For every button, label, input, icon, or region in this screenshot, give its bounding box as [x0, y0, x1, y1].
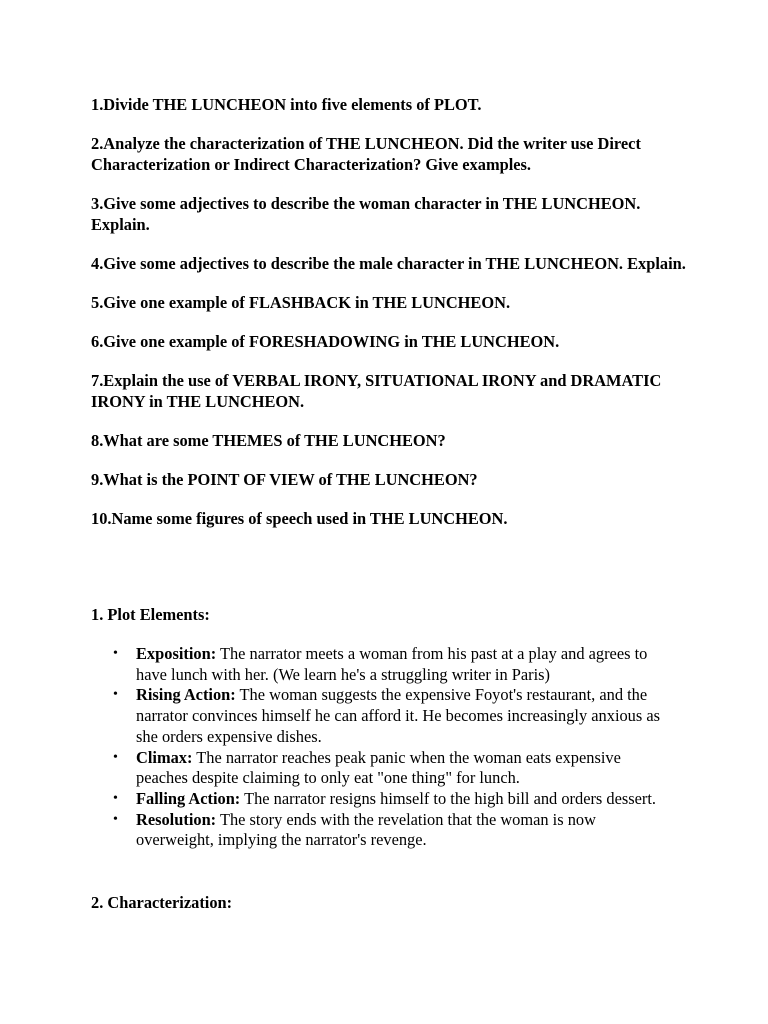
plot-description: The story ends with the revelation that the woman is now overweight, implying the narrator's revenge. [136, 809, 596, 850]
question-4: 4.Give some adjectives to describe the male character in THE LUNCHEON. Explain. [91, 254, 686, 273]
plot-term: Exposition: [136, 644, 217, 663]
plot-item-falling-action [113, 788, 676, 810]
plot-item-rising-action [113, 685, 676, 747]
question-5: 5.Give one example of FLASHBACK in THE LUNCHEON. [91, 293, 511, 312]
plot-description: The woman suggests the expensive Foyot's restaurant, and the narrator convinces himself he can afford it. He becomes increasingly anxious as she orders expensive dishes. [136, 685, 661, 746]
bullet-marker: • [113, 646, 118, 661]
bullet-marker: • [113, 687, 118, 703]
plot-term: Resolution: [136, 809, 217, 829]
plot-description: The narrator reaches peak panic when the woman eats expensive peaches despite claiming to only eat "one thing" for lunch. [136, 747, 621, 788]
plot-elements-list [113, 644, 676, 851]
question-6: 6.Give one example of FORESHADOWING in THE LUNCHEON. [91, 332, 560, 351]
question-9: 9.What is the POINT OF VIEW of THE LUNCHEON? [91, 470, 478, 489]
characterization-heading: 2. Characterization: [91, 893, 233, 912]
plot-elements-heading: 1. Plot Elements: [91, 605, 210, 624]
plot-description: The narrator meets a woman from his past at a play and agrees to have lunch with her. (We learn he's a struggling writer in Paris) [136, 644, 648, 684]
plot-item-climax [113, 747, 676, 789]
question-10: 10.Name some figures of speech used in THE LUNCHEON. [91, 509, 508, 528]
question-7: 7.Explain the use of VERBAL IRONY, SITUATIONAL IRONY and DRAMATIC IRONY in THE LUNCHEON. [91, 371, 662, 411]
plot-term: Falling Action: [136, 788, 241, 808]
plot-term: Climax: [136, 747, 193, 767]
bullet-marker: • [113, 790, 118, 806]
question-1: 1.Divide THE LUNCHEON into five elements of PLOT. [91, 95, 482, 114]
plot-item-resolution [113, 809, 676, 851]
question-list [91, 94, 691, 547]
question-8: 8.What are some THEMES of THE LUNCHEON? [91, 431, 446, 450]
bullet-marker: • [113, 811, 118, 827]
question-3: 3.Give some adjectives to describe the woman character in THE LUNCHEON. Explain. [91, 194, 641, 234]
question-2: 2.Analyze the characterization of THE LUNCHEON. Did the writer use Direct Characterization or Indirect Characterization? Give examples. [91, 134, 641, 174]
plot-item-exposition [113, 644, 676, 685]
plot-description: The narrator resigns himself to the high bill and orders dessert. [240, 788, 657, 808]
plot-term: Rising Action: [136, 685, 236, 705]
bullet-marker: • [113, 749, 118, 765]
